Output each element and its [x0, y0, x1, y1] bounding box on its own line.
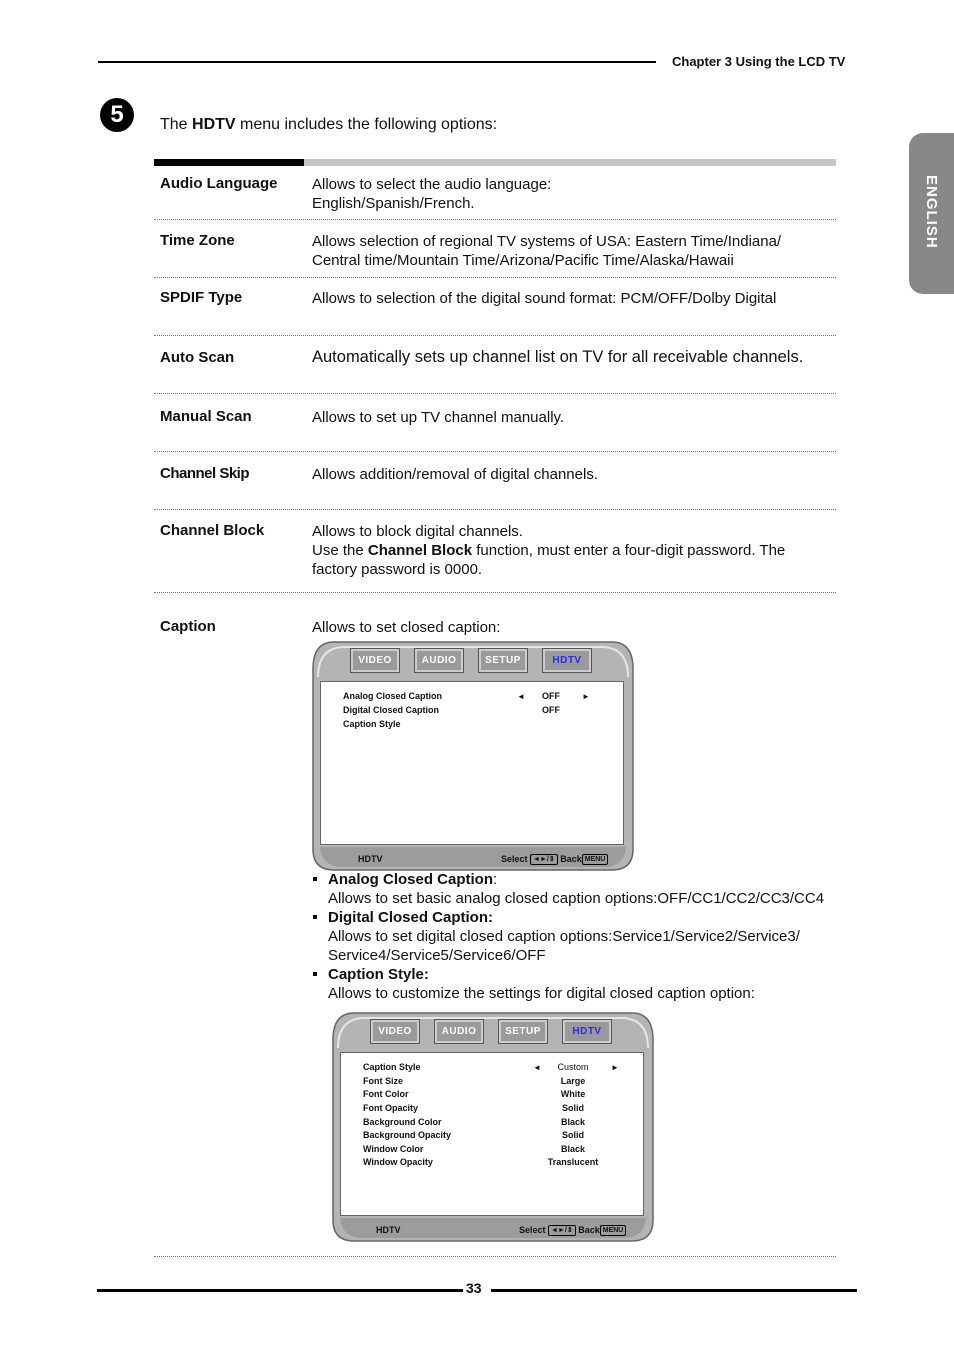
option-term: Caption [160, 618, 216, 635]
menu-tab-bar [350, 648, 600, 672]
menu-item-caption-style[interactable]: Caption Style [343, 719, 401, 729]
intro-text: The HDTV menu includes the following options: [160, 116, 498, 133]
option-term: SPDIF Type [160, 289, 243, 306]
footer-hints: Select ◄►/⇕ Back MENU [519, 1225, 626, 1236]
caption-menu-screen [312, 641, 634, 871]
menu-value: OFF [542, 705, 560, 715]
menu-value: White [560, 1089, 586, 1099]
footer-rule-left [97, 1289, 463, 1292]
option-desc: Allows to set up TV channel manually. [312, 409, 565, 426]
menu-value: Solid [562, 1130, 584, 1140]
option-row-manual-scan [154, 394, 836, 452]
right-arrow-icon[interactable]: ► [611, 1063, 619, 1072]
option-desc: Allows selection of regional TV systems of USA: Eastern Time/Indiana/ Central time/Mountain Time/Arizona/Pacific Time/Alaska/Hawaii [312, 233, 782, 269]
option-term: Channel Block [160, 522, 265, 539]
menu-key-icon: MENU [600, 1225, 627, 1236]
option-desc: Allows to selection of the digital sound format: PCM/OFF/Dolby Digital [312, 290, 777, 307]
left-arrow-icon[interactable]: ◄ [533, 1063, 541, 1072]
tab-hdtv[interactable]: HDTV [542, 648, 592, 673]
tab-video[interactable]: VIDEO [350, 648, 400, 673]
menu-value: Translucent [547, 1157, 599, 1167]
bullet-digital-closed-caption: Digital Closed Caption: Allows to set digital closed caption options:Service1/Service2/Service3/ Service4/Service5/Service6/OFF [312, 908, 824, 965]
footer-rule-right [491, 1289, 857, 1292]
option-desc: Automatically sets up channel list on TV for all receivable channels. [312, 348, 804, 366]
option-row-spdif-type [154, 278, 836, 336]
menu-item-analog-closed-caption[interactable]: Analog Closed Caption [343, 691, 442, 701]
page-number: 33 [466, 1280, 482, 1296]
menu-item[interactable]: Background Opacity [363, 1130, 452, 1140]
menu-tab-bar [370, 1019, 620, 1043]
option-term: Audio Language [160, 175, 278, 192]
option-desc: Allows to block digital channels. Use the Channel Block function, must enter a four-digit password. The factory password is 0000. [312, 523, 786, 578]
option-desc: Allows addition/removal of digital channels. [312, 466, 598, 483]
menu-value: Black [560, 1117, 586, 1127]
menu-panel [340, 1052, 644, 1216]
menu-item[interactable]: Font Opacity [363, 1103, 419, 1113]
select-keys-icon: ◄►/⇕ [548, 1225, 576, 1236]
option-term: Time Zone [160, 232, 235, 249]
menu-item-digital-closed-caption[interactable]: Digital Closed Caption [343, 705, 440, 715]
option-row-channel-block [154, 510, 836, 593]
footer-menu-name: HDTV [376, 1225, 401, 1235]
option-row-time-zone [154, 220, 836, 278]
tab-hdtv[interactable]: HDTV [562, 1019, 612, 1044]
menu-value: OFF [542, 691, 560, 701]
menu-value: Large [560, 1076, 586, 1086]
menu-key-icon: MENU [582, 854, 609, 865]
menu-panel [320, 681, 624, 845]
tab-audio[interactable]: AUDIO [414, 648, 464, 673]
tab-video[interactable]: VIDEO [370, 1019, 420, 1044]
tab-setup[interactable]: SETUP [498, 1019, 548, 1044]
tab-setup[interactable]: SETUP [478, 648, 528, 673]
menu-item[interactable]: Background Color [363, 1117, 442, 1127]
step-number-badge: 5 [100, 98, 134, 132]
caption-bullet-list [312, 870, 824, 1003]
bullet-caption-style: Caption Style: Allows to customize the settings for digital closed caption option: [312, 965, 824, 1003]
menu-value: Black [560, 1144, 586, 1154]
header-rule [98, 61, 656, 63]
table-header-bar-light [304, 159, 836, 166]
option-row-audio-language [154, 166, 836, 220]
chapter-title: Chapter 3 Using the LCD TV [672, 54, 846, 69]
language-side-tab: ENGLISH [909, 133, 954, 294]
bullet-analog-closed-caption: Analog Closed Caption: Allows to set basic analog closed caption options:OFF/CC1/CC2/CC3/CC4 [312, 870, 824, 908]
tab-audio[interactable]: AUDIO [434, 1019, 484, 1044]
menu-value: Solid [562, 1103, 584, 1113]
left-arrow-icon[interactable]: ◄ [517, 692, 525, 701]
menu-item[interactable]: Window Opacity [363, 1157, 433, 1167]
footer-menu-name: HDTV [358, 854, 383, 864]
menu-item[interactable]: Font Size [363, 1076, 403, 1086]
menu-item[interactable]: Window Color [363, 1144, 424, 1154]
right-arrow-icon[interactable]: ► [582, 692, 590, 701]
option-row-channel-skip [154, 452, 836, 510]
option-term: Auto Scan [160, 349, 235, 366]
footer-hints: Select ◄►/⇕ Back MENU [501, 854, 608, 865]
option-desc: Allows to select the audio language: English/Spanish/French. [312, 176, 552, 212]
menu-item[interactable]: Font Color [363, 1089, 409, 1099]
caption-style-menu-screen [332, 1012, 654, 1242]
option-term: Manual Scan [160, 408, 252, 425]
select-keys-icon: ◄►/⇕ [530, 854, 558, 865]
option-desc: Allows to set closed caption: [312, 619, 501, 636]
option-row-auto-scan [154, 336, 836, 394]
table-header-bar-dark [154, 159, 304, 166]
menu-item[interactable]: Caption Style [363, 1062, 421, 1072]
option-term: Channel Skip [160, 465, 250, 482]
menu-value: Custom [557, 1062, 589, 1072]
